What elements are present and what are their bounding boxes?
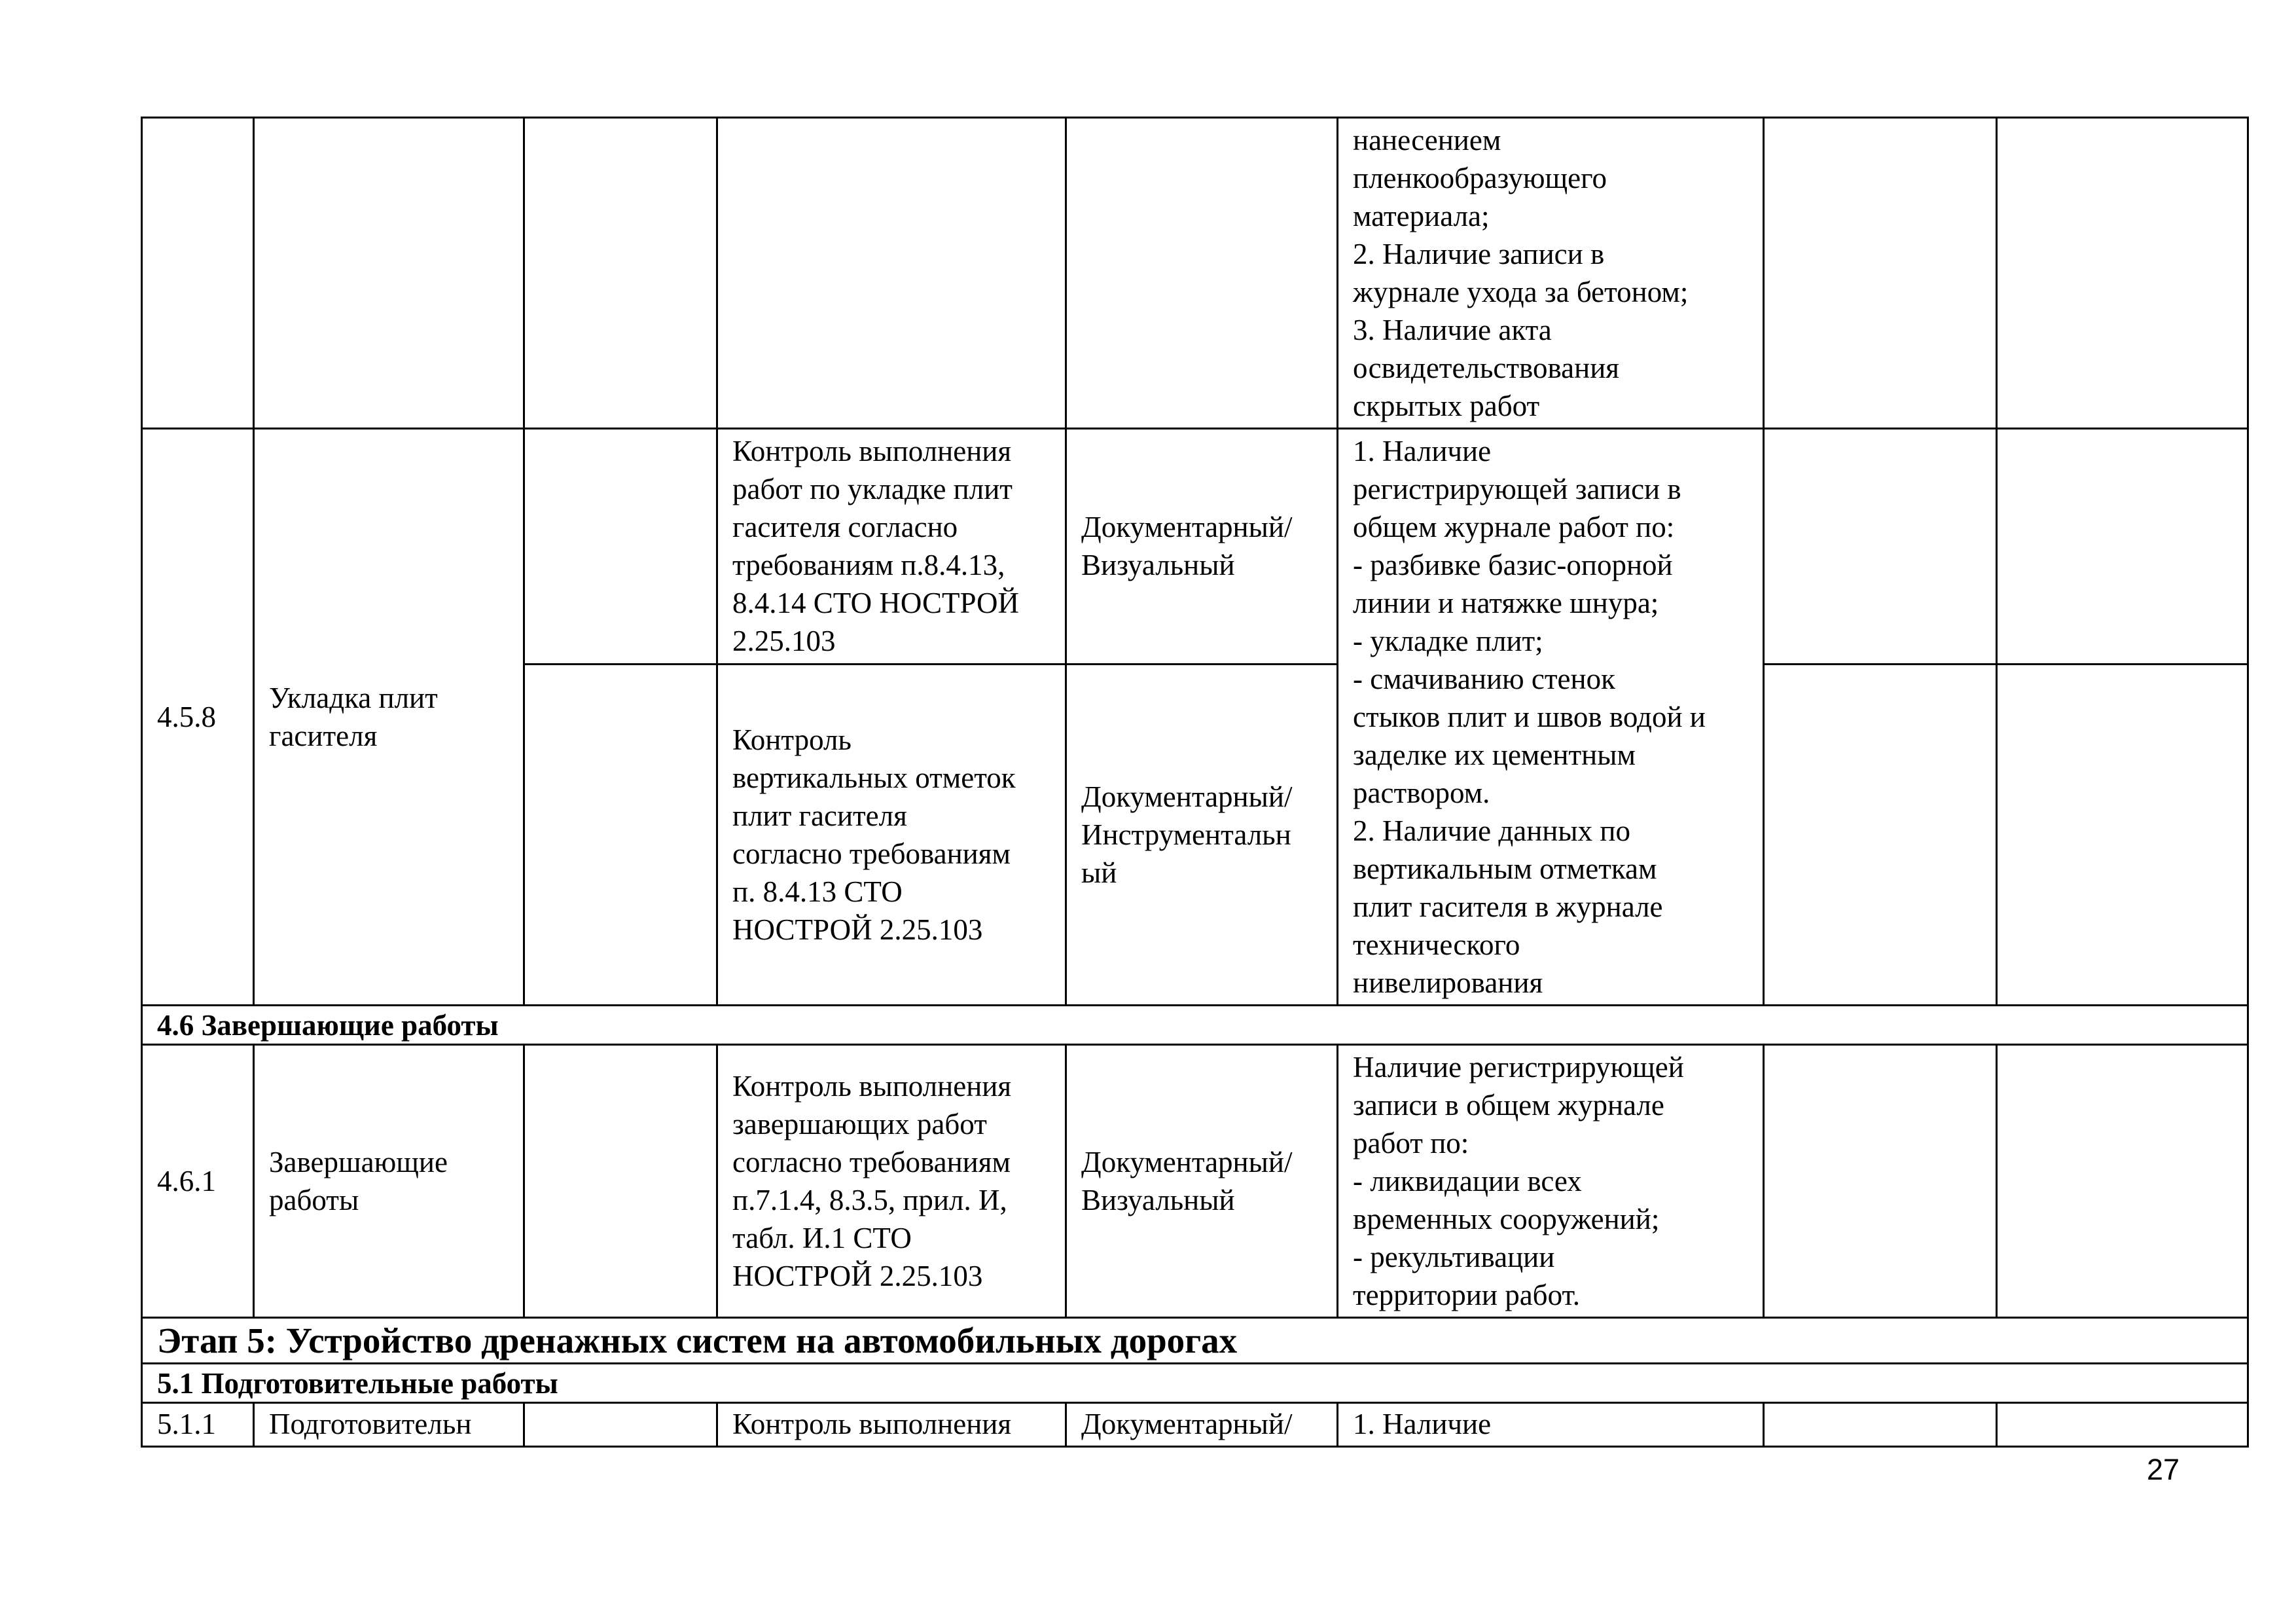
control-cell: Контроль выполнения завершающих работ согласно требованиям п.7.1.4, 8.3.5, прил. И, табл. И.1 СТО НОСТРОЙ 2.25.103: [717, 1045, 1066, 1318]
item-name-cell: Завершающие работы: [254, 1045, 524, 1318]
table-row: [142, 1045, 2248, 1318]
table-cell: [524, 664, 717, 1005]
table-row: [142, 1364, 2248, 1403]
table-cell: [1066, 118, 1338, 429]
table-cell: [1997, 1045, 2248, 1318]
table-cell: [1997, 664, 2248, 1005]
table-cell: [524, 1403, 717, 1447]
stage-heading: Этап 5: Устройство дренажных систем на автомобильных дорогах: [142, 1318, 2248, 1364]
table-cell: [1764, 429, 1997, 665]
table-row: [142, 429, 2248, 665]
documents-cell: 1. Наличие регистрирующей записи в общем журнале работ по: - разбивке базис-опорной линии и натяжке шнура; - укладке плит; - смачиванию стенок стыков плит и швов водой и заделке их цементным раствором. 2. Наличие данных по вертикальным отметкам плит гасителя в журнале технического нивелирования: [1338, 429, 1764, 1006]
table-cell: [1997, 118, 2248, 429]
item-name-cell: Подготовительн: [254, 1403, 524, 1447]
table-cell: [1997, 429, 2248, 665]
table-cell: [254, 118, 524, 429]
table-cell: [1997, 1403, 2248, 1447]
section-heading: 4.6 Завершающие работы: [142, 1006, 2248, 1045]
table-cell: [142, 118, 254, 429]
table-row: [142, 118, 2248, 429]
table-cell: [524, 118, 717, 429]
item-number-cell: 5.1.1: [142, 1403, 254, 1447]
table-row: [142, 1006, 2248, 1045]
table-cell: [1764, 1403, 1997, 1447]
table-cell: [1764, 1045, 1997, 1318]
table-cell: [1764, 118, 1997, 429]
table-row: [142, 1403, 2248, 1447]
item-name-cell: Укладка плит гасителя: [254, 429, 524, 1006]
method-cell: Документарный/: [1066, 1403, 1338, 1447]
control-cell: Контроль вертикальных отметок плит гасителя согласно требованиям п. 8.4.13 СТО НОСТРОЙ 2.25.103: [717, 664, 1066, 1005]
documents-cell: 1. Наличие: [1338, 1403, 1764, 1447]
page-number: 27: [2146, 1453, 2179, 1486]
method-cell: Документарный/ Инструментальн ый: [1066, 664, 1338, 1005]
table-cell: [1764, 664, 1997, 1005]
documents-cell: нанесением пленкообразующего материала; 2. Наличие записи в журнале ухода за бетоном; 3. Наличие акта освидетельствования скрытых работ: [1338, 118, 1764, 429]
table-cell: [524, 1045, 717, 1318]
control-cell: Контроль выполнения работ по укладке плит гасителя согласно требованиям п.8.4.13, 8.4.14 СТО НОСТРОЙ 2.25.103: [717, 429, 1066, 665]
control-cell: Контроль выполнения: [717, 1403, 1066, 1447]
table-cell: [524, 429, 717, 665]
item-number-cell: 4.6.1: [142, 1045, 254, 1318]
method-cell: Документарный/ Визуальный: [1066, 1045, 1338, 1318]
method-cell: Документарный/ Визуальный: [1066, 429, 1338, 665]
table-cell: [717, 118, 1066, 429]
section-heading: 5.1 Подготовительные работы: [142, 1364, 2248, 1403]
documents-cell: Наличие регистрирующей записи в общем журнале работ по: - ликвидации всех временных сооружений; - рекультивации территории работ.: [1338, 1045, 1764, 1318]
inspection-table: [141, 117, 2249, 1448]
item-number-cell: 4.5.8: [142, 429, 254, 1006]
table-row: [142, 1318, 2248, 1364]
